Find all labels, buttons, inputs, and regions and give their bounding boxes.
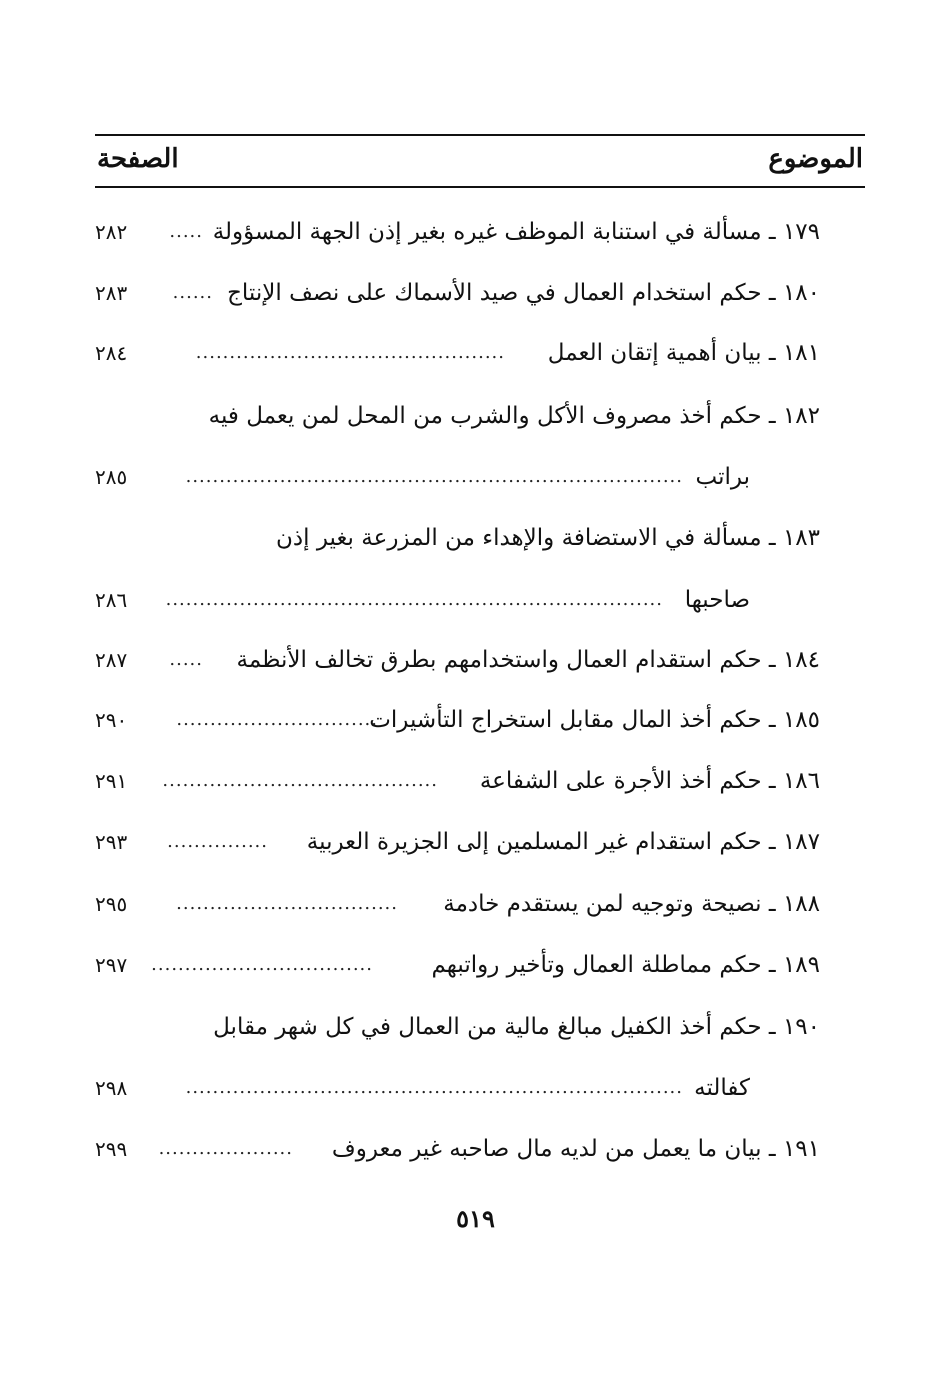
toc-entry-continuation[interactable] bbox=[95, 457, 820, 497]
entry-title: ١٨٥ ـ حكم أخذ المال مقابل استخراج التأشيرات bbox=[369, 707, 820, 733]
entry-title: ١٨٧ ـ حكم استقدام غير المسلمين إلى الجزيرة العربية bbox=[306, 829, 820, 855]
entry-page-number: ٢٩٩ bbox=[95, 1137, 128, 1161]
leader-dots: ..... bbox=[169, 649, 203, 670]
entry-page-number: ٢٨٢ bbox=[95, 220, 128, 244]
entry-page-number: ٢٨٥ bbox=[95, 465, 128, 489]
leader-dots: ................................. bbox=[151, 954, 373, 975]
toc-entry[interactable] bbox=[95, 396, 820, 436]
entry-title: ١٨٤ ـ حكم استقدام العمال واستخدامهم بطرق تخالف الأنظمة bbox=[236, 647, 820, 673]
leader-dots: ............... bbox=[167, 831, 268, 852]
page-number: ٥١٩ bbox=[456, 1204, 495, 1233]
toc-entry[interactable] bbox=[95, 945, 820, 985]
leader-dots: .............................. bbox=[176, 709, 378, 730]
entry-title: ١٧٩ ـ مسألة في استنابة الموظف غيره بغير إذن الجهة المسؤولة bbox=[212, 219, 820, 245]
toc-entry-continuation[interactable] bbox=[95, 580, 820, 620]
toc-entry[interactable] bbox=[95, 822, 820, 862]
toc-entry[interactable] bbox=[95, 1007, 820, 1047]
leader-dots: .......................................................................... bbox=[185, 466, 683, 487]
leader-dots: .............................................. bbox=[195, 342, 505, 363]
entry-page-number: ٢٩١ bbox=[95, 769, 128, 793]
entry-title: صاحبها bbox=[684, 587, 750, 613]
entry-page-number: ٢٨٤ bbox=[95, 341, 128, 365]
leader-dots: ..... bbox=[169, 221, 203, 242]
leader-dots: .................... bbox=[158, 1138, 293, 1159]
entry-title: براتب bbox=[695, 464, 750, 490]
toc-entry[interactable] bbox=[95, 518, 820, 558]
toc-entry[interactable] bbox=[95, 212, 820, 252]
entry-title: ١٨٣ ـ مسألة في الاستضافة والإهداء من المزرعة بغير إذن bbox=[276, 525, 820, 551]
leader-dots: ...... bbox=[172, 282, 213, 303]
entry-title: كفالته bbox=[694, 1075, 750, 1101]
toc-entry[interactable] bbox=[95, 700, 820, 740]
entry-page-number: ٢٨٣ bbox=[95, 281, 128, 305]
toc-entry[interactable] bbox=[95, 273, 820, 313]
toc-entry[interactable] bbox=[95, 640, 820, 680]
leader-dots: .......................................................................... bbox=[165, 589, 663, 610]
entry-title: ١٩١ ـ بيان ما يعمل من لديه مال صاحبه غير معروف bbox=[331, 1136, 820, 1162]
entry-page-number: ٢٩٧ bbox=[95, 953, 128, 977]
toc-header bbox=[95, 134, 865, 188]
toc-entry[interactable] bbox=[95, 1129, 820, 1169]
toc-entry[interactable] bbox=[95, 333, 820, 373]
entry-page-number: ٢٩٥ bbox=[95, 892, 128, 916]
topic-column-heading: الموضوع bbox=[768, 144, 863, 174]
leader-dots: ......................................... bbox=[162, 770, 438, 791]
entry-title: ١٨٠ ـ حكم استخدام العمال في صيد الأسماك على نصف الإنتاج bbox=[227, 280, 820, 306]
entry-title: ١٨٨ ـ نصيحة وتوجيه لمن يستقدم خادمة bbox=[443, 891, 820, 917]
entry-page-number: ٢٩٨ bbox=[95, 1076, 128, 1100]
entry-title: ١٩٠ ـ حكم أخذ الكفيل مبالغ مالية من العمال في كل شهر مقابل bbox=[213, 1014, 820, 1040]
entry-page-number: ٢٩٠ bbox=[95, 708, 128, 732]
entry-page-number: ٢٩٣ bbox=[95, 830, 128, 854]
toc-entry[interactable] bbox=[95, 761, 820, 801]
entry-title: ١٨٦ ـ حكم أخذ الأجرة على الشفاعة bbox=[479, 768, 820, 794]
entry-title: ١٨٩ ـ حكم مماطلة العمال وتأخير رواتبهم bbox=[431, 952, 820, 978]
leader-dots: .......................................................................... bbox=[185, 1077, 683, 1098]
entry-page-number: ٢٨٦ bbox=[95, 588, 128, 612]
entry-page-number: ٢٨٧ bbox=[95, 648, 128, 672]
toc-entry[interactable] bbox=[95, 884, 820, 924]
toc-entry-continuation[interactable] bbox=[95, 1068, 820, 1108]
leader-dots: ................................. bbox=[176, 893, 398, 914]
entry-title: ١٨٢ ـ حكم أخذ مصروف الأكل والشرب من المحل لمن يعمل فيه bbox=[208, 403, 820, 429]
page-column-heading: الصفحة bbox=[97, 144, 179, 174]
entry-title: ١٨١ ـ بيان أهمية إتقان العمل bbox=[547, 340, 820, 366]
